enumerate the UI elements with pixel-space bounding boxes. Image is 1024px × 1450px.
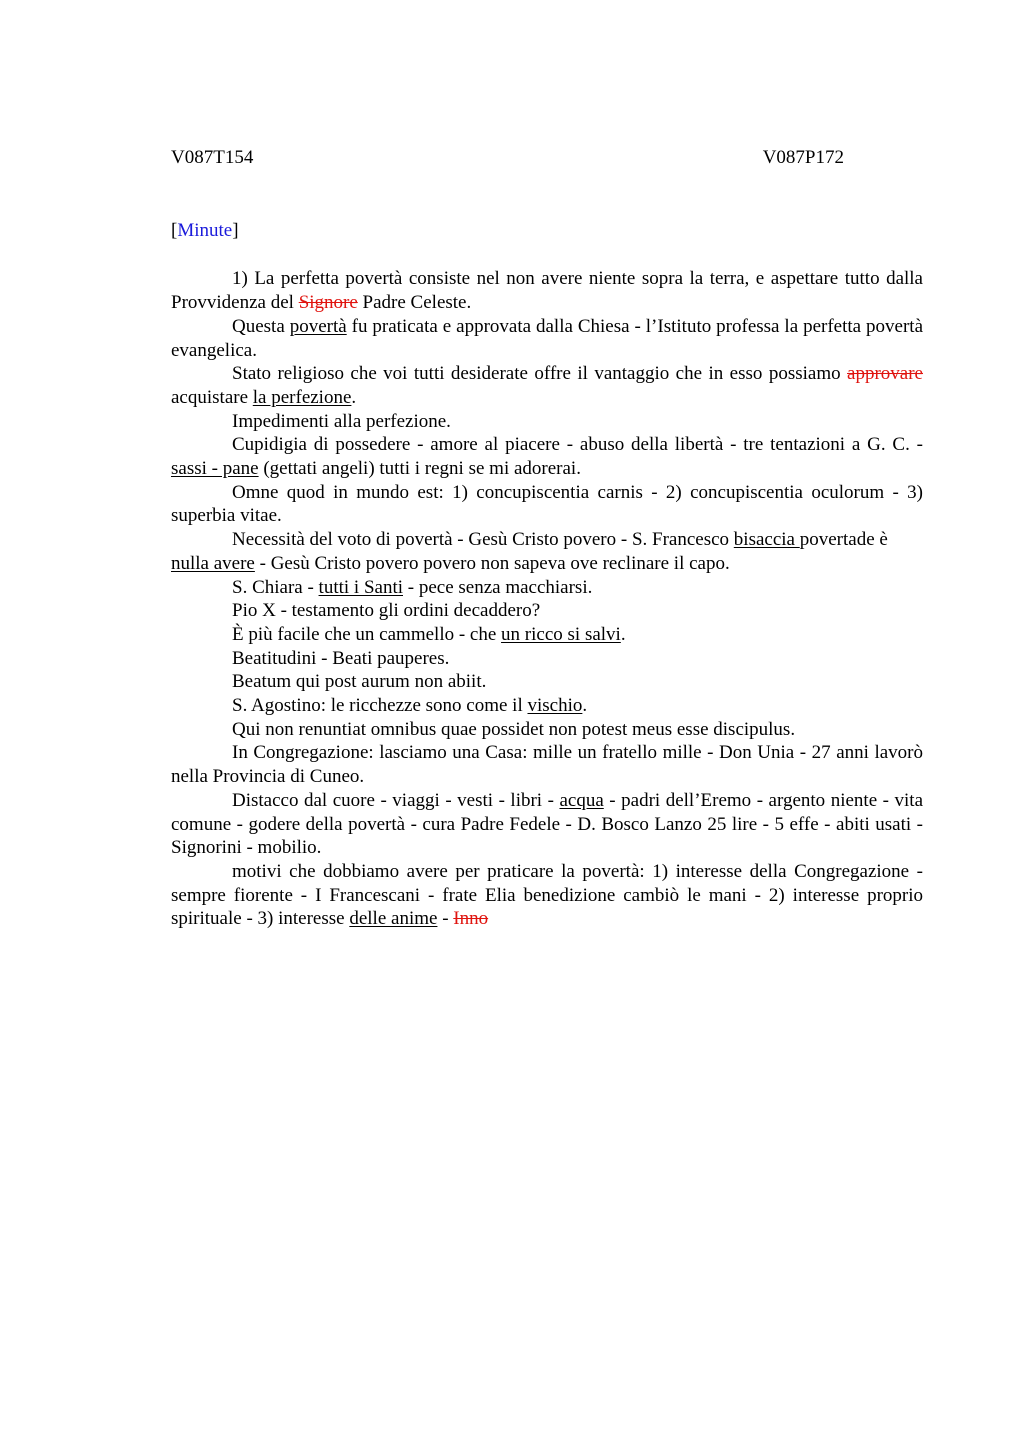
document-body — [171, 267, 923, 931]
text-segment: - — [437, 908, 454, 930]
right-reference-code: V087P172 — [762, 147, 844, 168]
underlined-text: vischio — [527, 695, 583, 717]
underlined-text: povertà — [289, 315, 347, 337]
text-segment: Padre Celeste. — [357, 292, 472, 314]
paragraph — [171, 528, 923, 575]
paragraph — [171, 315, 923, 362]
text-segment: Stato religioso che voi tutti desiderate offre il vantaggio che in esso possiamo — [232, 363, 848, 385]
text-segment: 1) La perfetta povertà consiste nel non avere niente sopra la terra, e aspettare tutto dalla Provvidenza del — [171, 268, 923, 314]
paragraph — [171, 670, 923, 694]
text-segment: povertade è — [799, 529, 888, 551]
document-page — [171, 146, 923, 931]
text-segment: Impedimenti alla perfezione. — [232, 410, 451, 432]
text-segment: Pio X - testamento gli ordini decaddero? — [232, 600, 541, 622]
section-tag — [171, 219, 923, 243]
text-segment: fu praticata e approvata dalla Chiesa - l’Istituto professa la perfetta povertà evangelica. — [171, 315, 923, 361]
paragraph — [171, 718, 923, 742]
text-segment: S. Agostino: le ricchezze sono come il — [232, 695, 528, 717]
paragraph — [171, 267, 923, 314]
text-segment: - pece senza macchiarsi. — [403, 576, 593, 598]
text-segment: Beatitudini - Beati pauperes. — [232, 647, 450, 669]
deleted-text: Signore — [298, 292, 358, 314]
paragraph — [171, 789, 923, 860]
text-segment: Qui non renuntiat omnibus quae possidet non potest meus esse discipulus. — [232, 718, 796, 740]
text-segment: S. Chiara - — [232, 576, 319, 598]
text-segment: È più facile che un cammello - che — [232, 623, 502, 645]
underlined-text: bisaccia — [733, 529, 800, 551]
text-segment: acquistare — [171, 386, 253, 408]
paragraph — [171, 576, 923, 600]
text-segment: (gettati angeli) tutti i regni se mi adorerai. — [258, 458, 581, 480]
text-segment: . — [620, 623, 626, 645]
text-segment: Beatum qui post aurum non abiit. — [232, 671, 487, 693]
paragraph — [171, 410, 923, 434]
text-segment: motivi che dobbiamo avere per praticare la povertà: 1) interesse della Congregazione - sempre fiorente - I Francescani - frate Elia benedizione cambiò le mani - 2) interesse proprio spirituale - 3) interesse — [171, 860, 923, 930]
text-segment: . — [351, 386, 357, 408]
underlined-text: acqua — [559, 789, 604, 811]
text-segment: Omne quod in mundo est: 1) concupiscentia carnis - 2) concupiscentia oculorum - 3) superbia vitae. — [171, 481, 923, 527]
deleted-text: Inno — [453, 908, 489, 930]
minute-link[interactable]: Minute — [177, 219, 233, 241]
paragraph — [171, 362, 923, 409]
paragraph — [171, 860, 923, 931]
text-segment: In Congregazione: lasciamo una Casa: mille un fratello mille - Don Unia - 27 anni lavorò nella Provincia di Cuneo. — [171, 742, 923, 788]
underlined-text: sassi - pane — [171, 458, 259, 480]
paragraph — [171, 647, 923, 671]
underlined-text: un ricco si salvi — [501, 623, 621, 645]
text-segment: . — [582, 695, 588, 717]
paragraph — [171, 433, 923, 480]
text-segment: Necessità del voto di povertà - Gesù Cristo povero - S. Francesco — [232, 529, 734, 551]
paragraph — [171, 694, 923, 718]
text-segment: Cupidigia di possedere - amore al piacere - abuso della libertà - tre tentazioni a G. C. - — [232, 434, 923, 456]
underlined-text: la perfezione — [252, 386, 352, 408]
underlined-text: tutti i Santi — [318, 576, 403, 598]
section-open-bracket: [ — [171, 219, 178, 241]
paragraph — [171, 481, 923, 528]
paragraph — [171, 741, 923, 788]
deleted-text: approvare — [847, 363, 923, 385]
text-segment: Questa — [232, 315, 290, 337]
underlined-text: delle anime — [349, 908, 438, 930]
underlined-text: nulla avere — [171, 552, 255, 574]
text-segment: - Gesù Cristo povero povero non sapeva ove reclinare il capo. — [254, 552, 730, 574]
left-reference-code: V087T154 — [171, 147, 254, 168]
section-close-bracket: ] — [232, 219, 239, 241]
paragraph — [171, 599, 923, 623]
paragraph — [171, 623, 923, 647]
text-segment: Distacco dal cuore - viaggi - vesti - libri - — [232, 789, 560, 811]
text-segment: - padri dell’Eremo - argento niente - vita comune - godere della povertà - cura Padre Fedele - D. Bosco Lanzo 25 lire - 5 effe - abiti usati - Signorini - mobilio. — [171, 789, 923, 859]
document-header — [171, 146, 923, 170]
